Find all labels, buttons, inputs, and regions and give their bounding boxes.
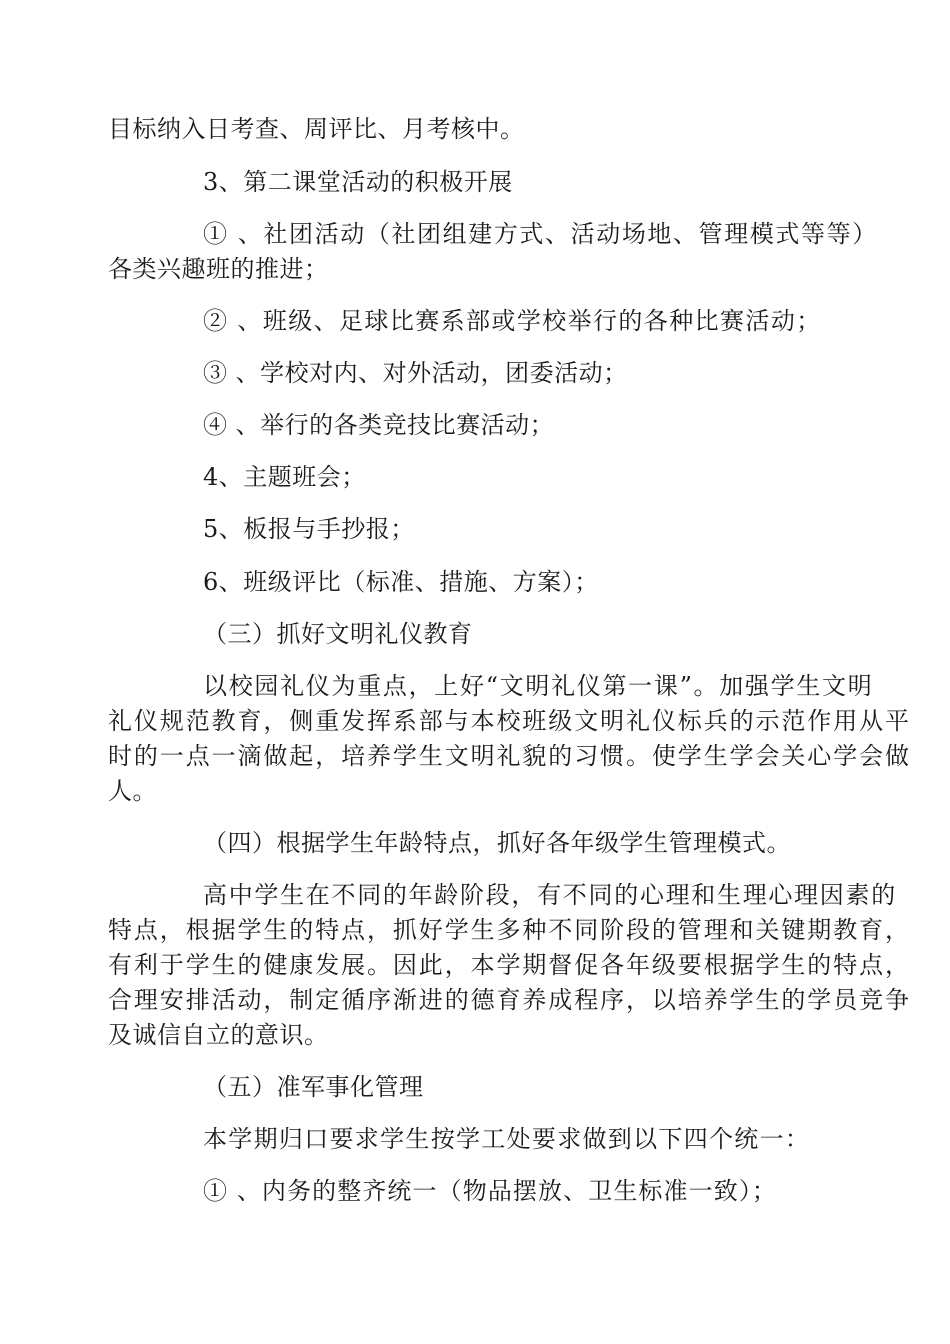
section-heading: 4、主题班会； bbox=[203, 463, 366, 491]
paragraph-line: 本学期归口要求学生按学工处要求做到以下四个统一： bbox=[203, 1125, 811, 1153]
section-heading: 6、班级评比（标准、措施、方案）； bbox=[203, 568, 599, 596]
section-heading: （五）准军事化管理 bbox=[203, 1073, 424, 1101]
paragraph-line: 合理安排活动，制定循序渐进的德育养成程序，以培养学生的学员竞争 bbox=[108, 986, 911, 1014]
section-heading: （四）根据学生年龄特点，抓好各年级学生管理模式。 bbox=[203, 829, 791, 857]
text-line: 各类兴趣班的推进； bbox=[108, 255, 329, 283]
list-item: ④ 、举行的各类竞技比赛活动； bbox=[203, 411, 555, 439]
section-heading: 5、板报与手抄报； bbox=[203, 515, 415, 543]
section-heading: （三）抓好文明礼仪教育 bbox=[203, 620, 473, 648]
paragraph-line: 礼仪规范教育，侧重发挥系部与本校班级文明礼仪标兵的示范作用从平 bbox=[108, 707, 911, 735]
list-item: ① 、社团活动（社团组建方式、活动场地、管理模式等等） bbox=[203, 220, 878, 248]
paragraph-line: 特点，根据学生的特点，抓好学生多种不同阶段的管理和关键期教育， bbox=[108, 916, 911, 944]
list-item: ② 、班级、足球比赛系部或学校举行的各种比赛活动； bbox=[203, 307, 822, 335]
paragraph-line: 高中学生在不同的年龄阶段，有不同的心理和生理心理因素的 bbox=[203, 881, 897, 909]
paragraph-line: 以校园礼仪为重点，上好“文明礼仪第一课”。加强学生文明 bbox=[203, 672, 874, 700]
text-line: 目标纳入日考查、周评比、月考核中。 bbox=[108, 115, 525, 143]
paragraph-line: 及诚信自立的意识。 bbox=[108, 1021, 329, 1049]
paragraph-line: 人。 bbox=[108, 777, 157, 805]
list-item: ① 、内务的整齐统一（物品摆放、卫生标准一致）； bbox=[203, 1177, 778, 1205]
paragraph-line: 时的一点一滴做起，培养学生文明礼貌的习惯。使学生学会关心学会做 bbox=[108, 742, 911, 770]
paragraph-line: 有利于学生的健康发展。因此，本学期督促各年级要根据学生的特点， bbox=[108, 951, 911, 979]
section-heading: 3、第二课堂活动的积极开展 bbox=[203, 168, 513, 196]
list-item: ③ 、学校对内、对外活动，团委活动； bbox=[203, 359, 628, 387]
